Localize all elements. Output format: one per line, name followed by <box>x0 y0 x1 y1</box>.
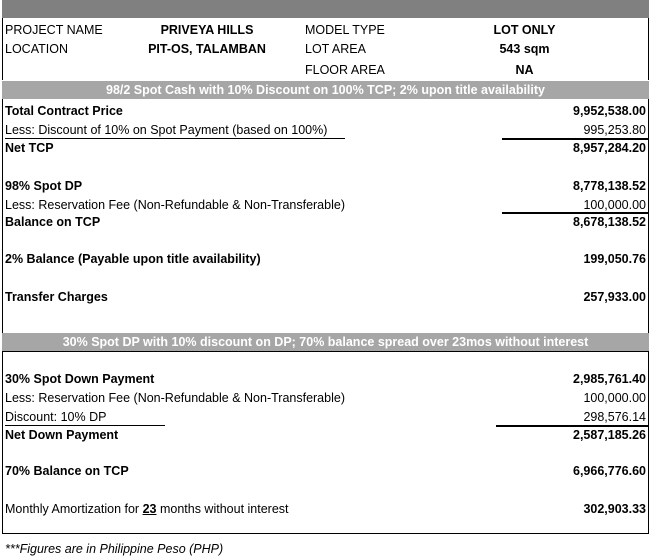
discount-label: Less: Discount of 10% on Spot Payment (based on 100%) <box>5 123 328 137</box>
left-border <box>2 18 3 80</box>
left-border-option1 <box>2 99 3 337</box>
net-tcp-value: 8,957,284.20 <box>573 141 646 155</box>
reservation-fee-label-2: Less: Reservation Fee (Non-Refundable & Non-Transferable) <box>5 391 345 405</box>
left-border-option2 <box>2 351 3 534</box>
floor-area-label: FLOOR AREA <box>305 63 385 77</box>
floor-area-value: NA <box>515 63 534 77</box>
bottom-border <box>2 533 649 534</box>
project-name-label: PROJECT NAME <box>5 23 103 37</box>
balance-tcp-label: Balance on TCP <box>5 215 101 229</box>
location-label: LOCATION <box>5 42 68 56</box>
payment-computation-sheet <box>2 0 649 558</box>
footnote: ***Figures are in Philippine Peso (PHP) <box>5 542 224 556</box>
net-down-payment-value: 2,587,185.26 <box>573 428 646 442</box>
spot-down-payment-label: 30% Spot Down Payment <box>5 372 155 386</box>
lot-area-label: LOT AREA <box>305 42 366 56</box>
option2-title-band: 30% Spot DP with 10% discount on DP; 70% balance spread over 23mos without interest <box>2 333 649 351</box>
reservation-fee-label: Less: Reservation Fee (Non-Refundable & Non-Transferable) <box>5 198 345 212</box>
reservation-fee-value-2: 100,000.00 <box>583 391 646 405</box>
reservation-fee-value: 100,000.00 <box>583 198 646 212</box>
right-border-option1 <box>648 99 649 337</box>
top-header-bar <box>2 0 649 18</box>
project-name-value: PRIVEYA HILLS <box>160 23 254 37</box>
spot-dp-label: 98% Spot DP <box>5 179 83 193</box>
right-border-option2 <box>648 351 649 534</box>
two-percent-balance-value: 199,050.76 <box>583 252 646 266</box>
discount-value: 995,253.80 <box>583 123 646 137</box>
option1-title-band: 98/2 Spot Cash with 10% Discount on 100% TCP; 2% upon title availability <box>2 81 649 99</box>
right-border <box>648 18 649 80</box>
total-contract-price-value: 9,952,538.00 <box>573 104 646 118</box>
monthly-amortization-value: 302,903.33 <box>583 502 646 516</box>
monthly-months: 23 <box>142 502 157 516</box>
dp-discount-label: Discount: 10% DP <box>5 410 107 424</box>
transfer-charges-value: 257,933.00 <box>583 290 646 304</box>
total-contract-price-label: Total Contract Price <box>5 104 123 118</box>
transfer-charges-label: Transfer Charges <box>5 290 108 304</box>
net-down-payment-label: Net Down Payment <box>5 428 119 442</box>
lot-area-value: 543 sqm <box>499 42 550 56</box>
net-tcp-label: Net TCP <box>5 141 54 155</box>
seventy-balance-value: 6,966,776.60 <box>573 464 646 478</box>
spot-down-payment-value: 2,985,761.40 <box>573 372 646 386</box>
location-value: PIT-OS, TALAMBAN <box>148 42 266 56</box>
row-divider <box>5 138 345 139</box>
model-type-label: MODEL TYPE <box>305 23 385 37</box>
dp-discount-value: 298,576.14 <box>583 410 646 424</box>
band-bottom-border <box>2 351 649 352</box>
spot-dp-value: 8,778,138.52 <box>573 179 646 193</box>
balance-tcp-value: 8,678,138.52 <box>573 215 646 229</box>
model-type-value: LOT ONLY <box>493 23 556 37</box>
monthly-prefix: Monthly Amortization for <box>5 502 140 516</box>
monthly-suffix: months without interest <box>159 502 289 516</box>
monthly-amortization-label <box>5 500 289 518</box>
two-percent-balance-label: 2% Balance (Payable upon title availability) <box>5 252 261 266</box>
seventy-balance-label: 70% Balance on TCP <box>5 464 129 478</box>
